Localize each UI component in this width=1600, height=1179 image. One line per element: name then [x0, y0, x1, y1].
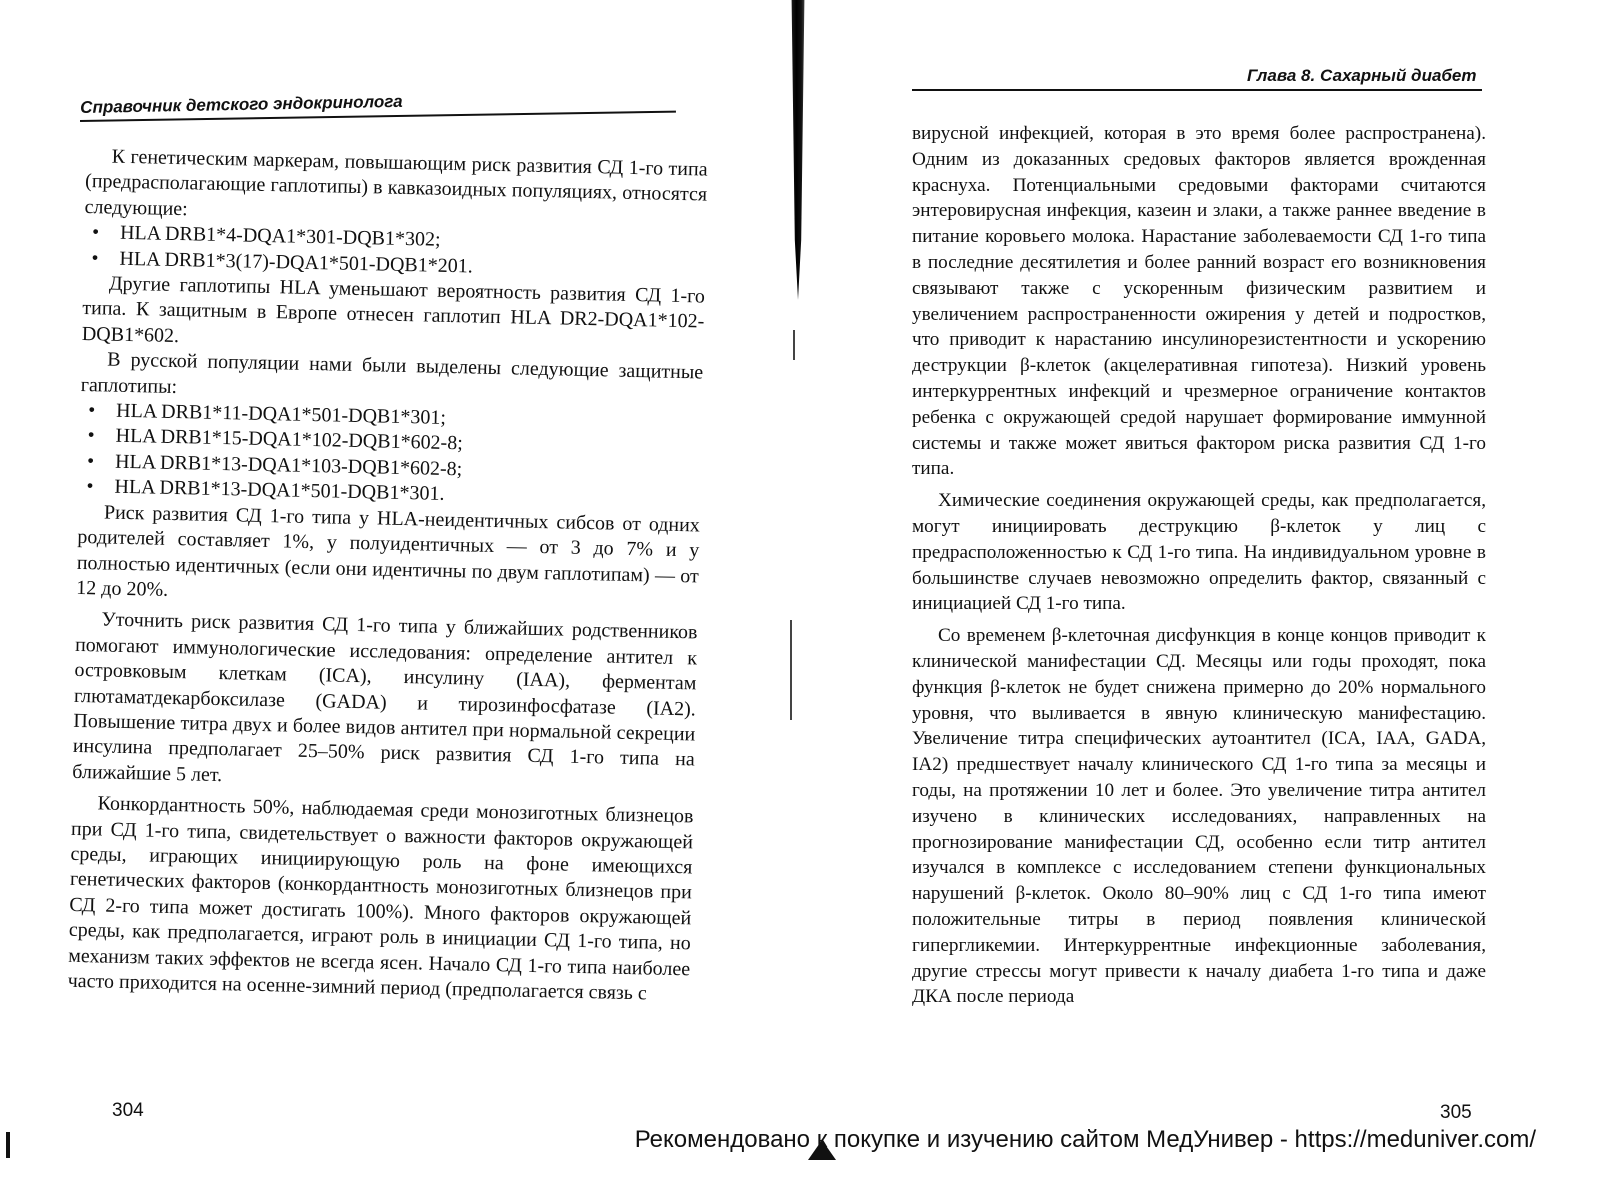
- intro-paragraph: К генетическим маркерам, повышающим риск развития СД 1-го типа (предрасполагающие гаплотипы) в кавказоидных популяциях, относятся следующие:: [84, 145, 708, 221]
- viral-infection-paragraph: вирусной инфекцией, которая в это время более распространена). Одним из доказанных средовых факторов является врожденная краснуха. Потенциальными средовыми факторами считаются энтеровирусная инфекция, казеин и злаки, а также раннее введение в питание коровьего молока. Нарастание заболеваемости СД 1-го типа в последние десятилетия и более ранний возраст его возникновения связывают также с ускоренным физическим развитием и увеличением распространенности ожирения у детей и подростков, что приводит к нарастанию инсулинорезистентности и ускорению деструкции β-клеток (акцелеративная гипотеза). Низкий уровень интеркуррентных инфекций и чрезмерное ограничение контактов ребенка с окружающей средой нарушает формирование иммунной системы и также может явиться фактором риска развития СД 1-го типа.: [912, 123, 1486, 480]
- gutter-mark: [793, 330, 795, 360]
- list-item: • HLA DRB1*13-DQA1*501-DQB1*301.: [78, 474, 700, 513]
- footer-banner: [0, 1120, 1600, 1160]
- left-text-block: [67, 144, 707, 1008]
- page-number-right: 305: [1440, 1102, 1472, 1123]
- concordance-paragraph: Конкордантность 50%, наблюдаемая среди монозиготных близнецов при СД 1-го типа, свидетельствует о важности факторов окружающей среды, играющих инициирующую роль на фоне имеющихся генетических факторов (конкордантность монозиготных близнецов при СД 2-го типа может достигать 100%). Много факторов окружающей среды, как предполагается, играют роль в инициации СД 1-го типа, но механизм таких эффектов не всегда ясен. Начало СД 1-го типа наиболее часто приходится на осенне-зимний период (предполагается связь с: [67, 792, 694, 1005]
- sibs-risk-paragraph: Риск развития СД 1-го типа у HLA-неидентичных сибсов от одних родителей составляет 1%, у полуидентичных — от 3 до 7% и у полностью идентичных (если они идентичны по двум гаплотипам) — от 12 до 20%.: [76, 501, 701, 601]
- russian-population-paragraph: В русской популяции нами были выделены следующие защитные гаплотипы:: [80, 348, 704, 398]
- recommendation-banner-text: Рекомендовано к покупке и изучению сайтом МедУнивер - https://meduniver.com/: [634, 1126, 1536, 1153]
- header-rule-right: [912, 89, 1482, 91]
- immunology-paragraph: Уточнить риск развития СД 1-го типа у ближайших родственников помогают иммунологические исследования: определение антител к островковым клеткам (ICA), инсулину (IAA), ферментам глютаматдекарбоксилазе (GADA) и тирозинфосфатазе (IA2). Повышение титра двух и более видов антител при нормальной секреции инсулина предполагает 25–50% риск развития СД 1-го типа на ближайшие 5 лет.: [72, 608, 698, 786]
- protective-paragraph: Другие гаплотипы HLA уменьшают вероятность развития СД 1-го типа. К защитным в Европе отнесен гаплотип HLA DR2-DQA1*102-DQB1*602.: [81, 272, 706, 347]
- right-page: [800, 0, 1600, 1179]
- list-item: • HLA DRB1*3(17)-DQA1*501-DQB1*201.: [83, 246, 705, 285]
- chemical-factors-paragraph: Химические соединения окружающей среды, как предполагается, могут инициировать деструкцию β-клеток у лиц с предрасположенностью к СД 1-го типа. На индивидуальном уровне в большинстве случаев невозможно определить фактор, связанный с инициацией СД 1-го типа.: [912, 490, 1486, 615]
- running-head-right: Глава 8. Сахарный диабет: [1247, 66, 1477, 85]
- list-item: • HLA DRB1*4-DQA1*301-DQB1*302;: [84, 220, 706, 259]
- cursor-arrow-icon: [808, 1140, 836, 1160]
- protective-haplotype-list: [78, 398, 702, 513]
- list-item: • HLA DRB1*13-DQA1*103-DQB1*602-8;: [79, 449, 701, 488]
- list-item: • HLA DRB1*11-DQA1*501-DQB1*301;: [80, 398, 702, 437]
- page-number-left: 304: [112, 1100, 144, 1121]
- right-text-block: [912, 121, 1486, 1010]
- list-item: • HLA DRB1*15-DQA1*102-DQB1*602-8;: [79, 423, 701, 462]
- gutter-mark: [790, 620, 792, 720]
- running-head-left: Справочник детского эндокринолога: [80, 91, 403, 117]
- beta-cell-dysfunction-paragraph: Со временем β-клеточная дисфункция в конце концов приводит к клинической манифестации СД. Месяцы или годы проходят, пока функция β-клеток не будет снижена примерно до 20% нормального уровня, что выливается в явную клиническую манифестацию. Увеличение титра специфических аутоантител (ICA, IAA, GADA, IA2) предшествует началу клинического СД 1-го типа за месяцы и годы, на протяжении 10 лет и более. Это увеличение титра антител изучено в клинических исследованиях, направленных на прогнозирование манифестации СД, особенно если титр антител изучался в комплексе с исследованием степени функциональных нарушений β-клеток. Около 80–90% лиц с СД 1-го типа имеют положительные титры в период появления клинической гипергликемии. Интеркуррентные инфекционные заболевания, другие стрессы могут привести к началу диабета 1-го типа и даже ДКА после периода: [912, 625, 1486, 1008]
